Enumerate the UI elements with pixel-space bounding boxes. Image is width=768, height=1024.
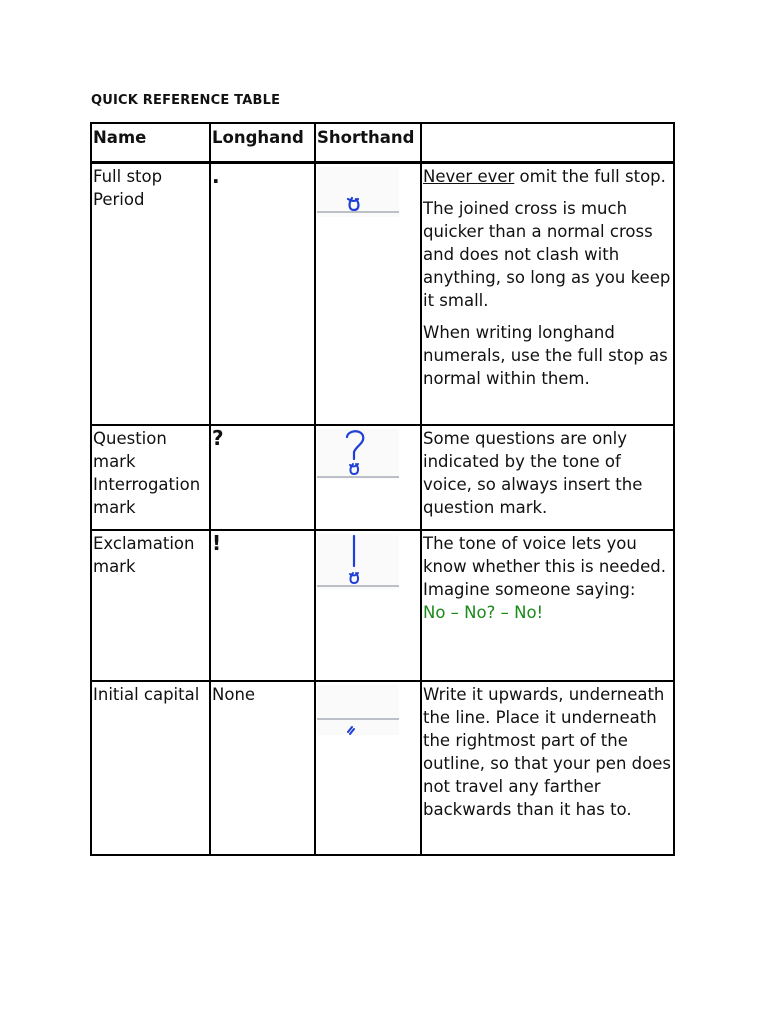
name-line: Period (93, 190, 145, 209)
name-line: Question mark (93, 429, 167, 471)
name-cell (91, 425, 210, 530)
name-line: Exclamation mark (93, 534, 195, 576)
header-notes (421, 123, 674, 163)
notes-paragraph: When writing longhand numerals, use the full stop as normal within them. (423, 323, 668, 388)
shorthand-cell (315, 530, 421, 681)
table-header-row (91, 123, 674, 163)
name-line: Interrogation mark (93, 475, 201, 517)
notes-cell (421, 163, 674, 425)
longhand-cell (210, 530, 315, 681)
header-name: Name (91, 123, 210, 163)
shorthand-cell (315, 163, 421, 425)
table-row (91, 163, 674, 425)
question-mark-cross-icon (317, 429, 399, 479)
notes-paragraph: Some questions are only indicated by the tone of voice, so always insert the question mark. (423, 429, 643, 517)
shorthand-cell (315, 681, 421, 855)
notes-text: omit the full stop. (514, 167, 666, 186)
header-longhand: Longhand (210, 123, 315, 163)
notes-cell (421, 530, 674, 681)
name-line: Full stop (93, 167, 163, 186)
quick-reference-table (90, 122, 675, 856)
longhand-symbol: ? (212, 426, 224, 450)
table-row (91, 681, 674, 855)
notes-cell (421, 425, 674, 530)
example-text: No – No? – No! (423, 603, 544, 622)
notes-paragraph (423, 165, 672, 188)
longhand-symbol: ! (212, 531, 222, 555)
emphasis-text: Never ever (423, 167, 515, 186)
notes-paragraph: The joined cross is much quicker than a normal cross and does not clash with anything, so long as you keep it small. (423, 199, 671, 310)
header-shorthand: Shorthand (315, 123, 421, 163)
notes-cell (421, 681, 674, 855)
capital-dash-icon (317, 685, 399, 735)
notes-paragraph (423, 532, 672, 624)
exclamation-cross-icon (317, 534, 399, 590)
longhand-symbol: . (212, 164, 220, 188)
longhand-cell (210, 163, 315, 425)
shorthand-cell (315, 425, 421, 530)
notes-paragraph: Write it upwards, underneath the line. Place it underneath the rightmost part of the outline, so that your pen does not travel any farther backwards than it has to. (423, 685, 671, 819)
joined-cross-icon (317, 167, 399, 217)
table-row (91, 530, 674, 681)
name-cell (91, 530, 210, 681)
name-cell (91, 163, 210, 425)
longhand-cell (210, 681, 315, 855)
name-line: Initial capital (93, 685, 200, 704)
notes-text: The tone of voice lets you know whether this is needed. Imagine someone saying: (423, 534, 666, 599)
longhand-value: None (212, 685, 256, 704)
longhand-cell (210, 425, 315, 530)
name-cell (91, 681, 210, 855)
table-row (91, 425, 674, 530)
page-title: QUICK REFERENCE TABLE (91, 93, 281, 108)
